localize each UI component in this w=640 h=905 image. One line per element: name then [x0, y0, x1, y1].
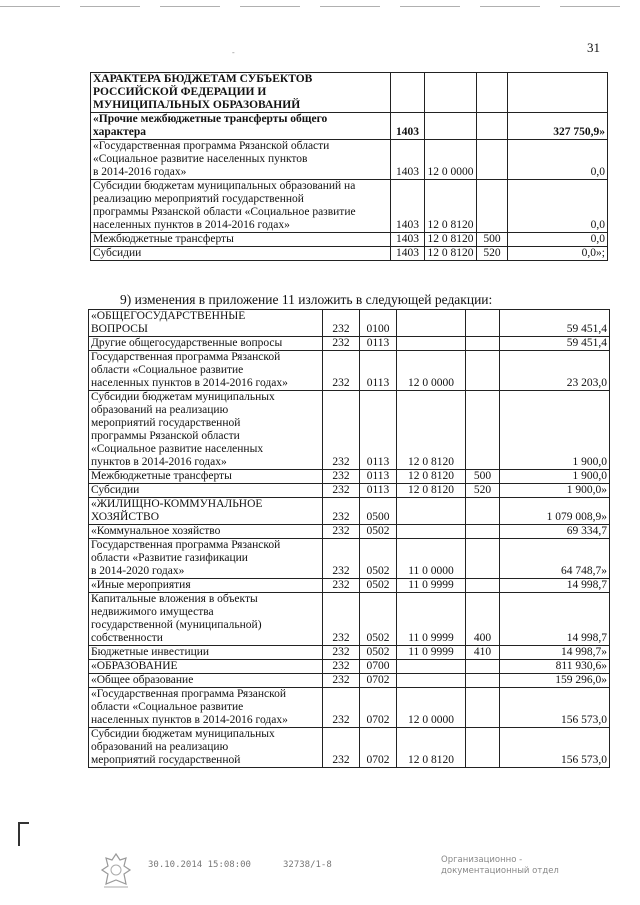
expense-type-cell [466, 688, 500, 728]
expense-type-cell [466, 539, 500, 579]
amount-cell: 1 900,0 [500, 470, 610, 484]
amount-cell: 159 296,0» [500, 674, 610, 688]
admin-code-cell: 232 [323, 728, 360, 768]
row-name-cell: «ОБЩЕГОСУДАРСТВЕННЫЕ ВОПРОСЫ [89, 310, 323, 337]
row-name-cell: «Прочие межбюджетные трансферты общего характера [91, 113, 391, 140]
target-article-cell: 12 0 8120 [397, 728, 466, 768]
expense-type-cell [477, 73, 508, 113]
amount-cell: 64 748,7» [500, 539, 610, 579]
row-name-cell: Субсидии бюджетам муниципальных образований на реализацию мероприятий государственной [89, 728, 323, 768]
target-article-cell [397, 310, 466, 337]
table-row [89, 470, 610, 484]
section-code-cell: 0702 [360, 688, 397, 728]
amount-cell: 1 900,0» [500, 484, 610, 498]
expense-type-cell: 400 [466, 593, 500, 646]
amount-cell: 1 900,0 [500, 391, 610, 470]
amount-cell: 69 334,7 [500, 525, 610, 539]
admin-code-cell: 232 [323, 674, 360, 688]
target-article-cell [397, 337, 466, 351]
amount-cell: 0,0 [508, 140, 608, 180]
target-article-cell [397, 660, 466, 674]
row-name-cell: Субсидии [91, 247, 391, 261]
amount-cell: 156 573,0 [500, 688, 610, 728]
admin-code-cell: 232 [323, 498, 360, 525]
section-code-cell: 1403 [391, 180, 425, 233]
amount-cell: 327 750,9» [508, 113, 608, 140]
table-row [89, 674, 610, 688]
row-name-cell: «ЖИЛИЩНО-КОММУНАЛЬНОЕ ХОЗЯЙСТВО [89, 498, 323, 525]
section-code-cell: 0702 [360, 674, 397, 688]
table-row [89, 593, 610, 646]
section-code-cell: 0502 [360, 593, 397, 646]
department-line-1: Организационно - [441, 855, 523, 865]
table-row [89, 539, 610, 579]
table-row [89, 646, 610, 660]
expense-type-cell [466, 337, 500, 351]
row-name-cell: Межбюджетные трансферты [91, 233, 391, 247]
section-code-cell: 0502 [360, 579, 397, 593]
row-name-cell: Государственная программа Рязанской области «Социальное развитие населенных пунктов в 2014-2016 годах» [89, 351, 323, 391]
amount-cell: 0,0 [508, 233, 608, 247]
department-line-2: документационный отдел [441, 866, 559, 876]
page-number: 31 [587, 40, 600, 55]
target-article-cell: 12 0 8120 [397, 391, 466, 470]
amount-cell: 1 079 008,9» [500, 498, 610, 525]
table-row [91, 73, 608, 113]
section-code-cell: 0113 [360, 484, 397, 498]
target-article-cell: 12 0 8120 [425, 247, 477, 261]
expense-type-cell [477, 113, 508, 140]
row-name-cell: Субсидии [89, 484, 323, 498]
registration-number: 32738/1-8 [283, 860, 332, 870]
target-article-cell: 12 0 0000 [397, 688, 466, 728]
expense-type-cell [466, 660, 500, 674]
row-name-cell: Бюджетные инвестиции [89, 646, 323, 660]
row-name-cell: «Государственная программа Рязанской области «Социальное развитие населенных пунктов в 2014-2016 годах» [91, 140, 391, 180]
expense-type-cell: 410 [466, 646, 500, 660]
row-name-cell: «Иные мероприятия [89, 579, 323, 593]
section-code-cell: 1403 [391, 140, 425, 180]
target-article-cell: 12 0 8120 [397, 484, 466, 498]
table-row [91, 180, 608, 233]
row-name-cell: Субсидии бюджетам муниципальных образований на реализацию мероприятий государственной программы Рязанской области «Социальное развитие населенных пунктов в 2014-2016 годах» [89, 391, 323, 470]
target-article-cell: 11 0 9999 [397, 593, 466, 646]
table-row [89, 484, 610, 498]
admin-code-cell: 232 [323, 351, 360, 391]
amount-cell: 0,0 [508, 180, 608, 233]
table-row [89, 728, 610, 768]
row-name-cell: «Государственная программа Рязанской области «Социальное развитие населенных пунктов в 2014-2016 годах» [89, 688, 323, 728]
amount-cell: 14 998,7 [500, 579, 610, 593]
section-code-cell: 0113 [360, 470, 397, 484]
expense-type-cell [477, 180, 508, 233]
row-name-cell: «Коммунальное хозяйство [89, 525, 323, 539]
table-row [89, 337, 610, 351]
table-row [89, 351, 610, 391]
row-name-cell: «ОБРАЗОВАНИЕ [89, 660, 323, 674]
section-code-cell: 1403 [391, 247, 425, 261]
target-article-cell: 12 0 8120 [397, 470, 466, 484]
expense-type-cell [466, 391, 500, 470]
section-code-cell: 0502 [360, 525, 397, 539]
target-article-cell [425, 113, 477, 140]
corner-mark [18, 822, 29, 846]
admin-code-cell: 232 [323, 470, 360, 484]
row-name-cell: Другие общегосударственные вопросы [89, 337, 323, 351]
target-article-cell [397, 525, 466, 539]
coat-of-arms-seal [98, 852, 134, 890]
table-row [89, 310, 610, 337]
table-row [91, 140, 608, 180]
table-row [89, 391, 610, 470]
table-row [89, 498, 610, 525]
table-row [89, 660, 610, 674]
target-article-cell [425, 73, 477, 113]
target-article-cell: 11 0 9999 [397, 579, 466, 593]
table-row [89, 579, 610, 593]
expense-type-cell [466, 674, 500, 688]
row-name-cell: Государственная программа Рязанской области «Развитие газификации в 2014-2020 годах» [89, 539, 323, 579]
amount-cell: 59 451,4 [500, 337, 610, 351]
expense-type-cell: 520 [477, 247, 508, 261]
section-code-cell: 0100 [360, 310, 397, 337]
target-article-cell: 11 0 0000 [397, 539, 466, 579]
section-code-cell: 0113 [360, 391, 397, 470]
amount-cell: 0,0»; [508, 247, 608, 261]
expense-type-cell [466, 310, 500, 337]
row-name-cell: Межбюджетные трансферты [89, 470, 323, 484]
expense-type-cell [466, 728, 500, 768]
table-row [91, 233, 608, 247]
section-heading: 9) изменения в приложение 11 изложить в следующей редакции: [120, 292, 493, 307]
section-code-cell: 0113 [360, 337, 397, 351]
table2-body [89, 310, 610, 768]
expense-type-cell [466, 525, 500, 539]
section-code-cell: 0502 [360, 539, 397, 579]
table-row [91, 247, 608, 261]
budget-table-appendix-10 [90, 72, 608, 261]
amount-cell: 59 451,4 [500, 310, 610, 337]
amount-cell: 156 573,0 [500, 728, 610, 768]
admin-code-cell: 232 [323, 593, 360, 646]
section-code-cell: 0113 [360, 351, 397, 391]
row-name-cell: «Общее образование [89, 674, 323, 688]
row-name-cell: ХАРАКТЕРА БЮДЖЕТАМ СУБЪЕКТОВ РОССИЙСКОЙ ФЕДЕРАЦИИ И МУНИЦИПАЛЬНЫХ ОБРАЗОВАНИЙ [91, 73, 391, 113]
section-code-cell: 1403 [391, 113, 425, 140]
admin-code-cell: 232 [323, 484, 360, 498]
target-article-cell: 11 0 9999 [397, 646, 466, 660]
expense-type-cell: 500 [477, 233, 508, 247]
admin-code-cell: 232 [323, 688, 360, 728]
admin-code-cell: 232 [323, 525, 360, 539]
row-name-cell: Субсидии бюджетам муниципальных образований на реализацию мероприятий государственной программы Рязанской области «Социальное развитие населенных пунктов в 2014-2016 годах» [91, 180, 391, 233]
amount-cell: 23 203,0 [500, 351, 610, 391]
expense-type-cell [466, 579, 500, 593]
admin-code-cell: 232 [323, 310, 360, 337]
row-name-cell: Капитальные вложения в объекты недвижимого имущества государственной (муниципальной) собственности [89, 593, 323, 646]
table1-body [91, 73, 608, 261]
section-code-cell: 0702 [360, 728, 397, 768]
scan-top-border [0, 6, 640, 7]
section-code-cell: 0700 [360, 660, 397, 674]
target-article-cell: 12 0 8120 [425, 233, 477, 247]
table-row [91, 113, 608, 140]
admin-code-cell: 232 [323, 539, 360, 579]
target-article-cell [397, 498, 466, 525]
scan-mark: - [232, 48, 235, 57]
section-code-cell [391, 73, 425, 113]
admin-code-cell: 232 [323, 660, 360, 674]
expense-type-cell [466, 351, 500, 391]
admin-code-cell: 232 [323, 391, 360, 470]
expense-type-cell: 520 [466, 484, 500, 498]
admin-code-cell: 232 [323, 646, 360, 660]
amount-cell: 14 998,7» [500, 646, 610, 660]
target-article-cell: 12 0 0000 [397, 351, 466, 391]
section-code-cell: 1403 [391, 233, 425, 247]
budget-table-appendix-11 [88, 309, 610, 768]
table-row [89, 688, 610, 728]
amount-cell: 14 998,7 [500, 593, 610, 646]
section-code-cell: 0500 [360, 498, 397, 525]
target-article-cell [397, 674, 466, 688]
amount-cell: 811 930,6» [500, 660, 610, 674]
expense-type-cell [466, 498, 500, 525]
expense-type-cell: 500 [466, 470, 500, 484]
target-article-cell: 12 0 0000 [425, 140, 477, 180]
registration-datetime: 30.10.2014 15:08:00 [148, 860, 251, 870]
amount-cell [508, 73, 608, 113]
table-row [89, 525, 610, 539]
section-code-cell: 0502 [360, 646, 397, 660]
target-article-cell: 12 0 8120 [425, 180, 477, 233]
department-stamp [441, 855, 559, 877]
admin-code-cell: 232 [323, 579, 360, 593]
expense-type-cell [477, 140, 508, 180]
admin-code-cell: 232 [323, 337, 360, 351]
